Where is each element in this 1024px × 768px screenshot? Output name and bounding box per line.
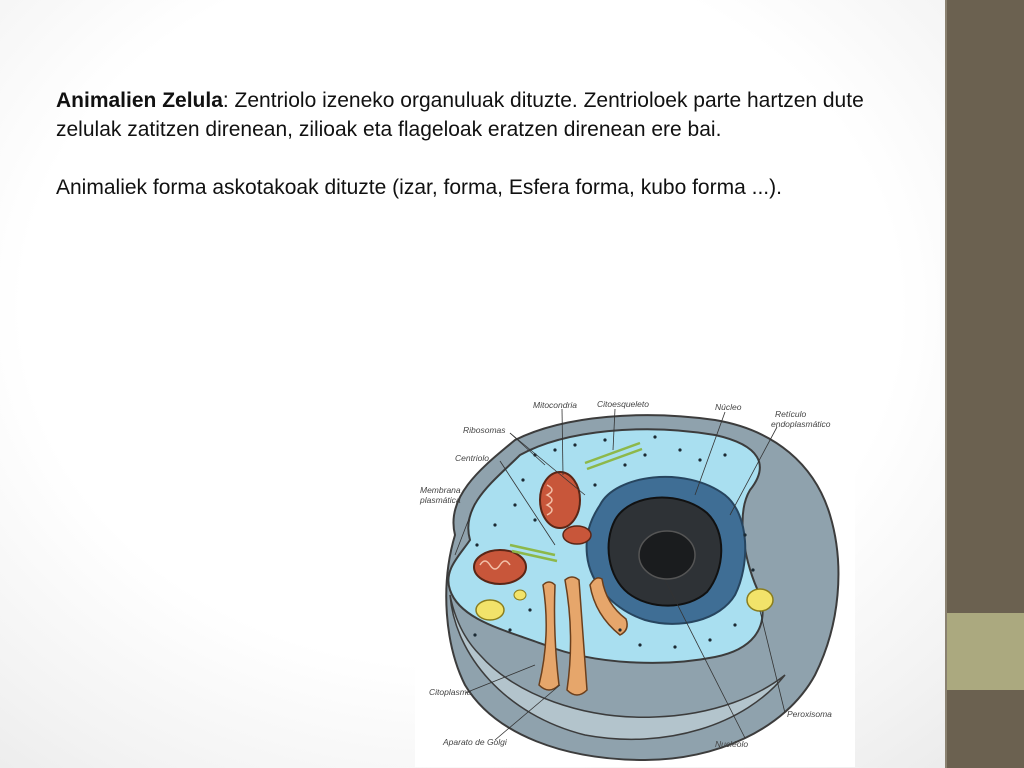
label-golgi: Aparato de Golgi	[443, 737, 507, 747]
term-animalien-zelula: Animalien Zelula	[56, 89, 223, 112]
label-peroxisoma: Peroxisoma	[787, 709, 832, 719]
label-membrana-1: Membrana	[420, 485, 461, 495]
mitochondrion-top	[540, 472, 580, 528]
small-organelle	[563, 526, 591, 544]
slide-body-text	[56, 86, 916, 202]
peroxisome-right	[747, 589, 773, 611]
label-reticulo-2: endoplasmático	[771, 419, 831, 429]
label-centriolo: Centriolo	[455, 453, 490, 463]
paragraph-2: Animaliek forma askotakoak dituzte (izar, forma, Esfera forma, kubo forma ...).	[56, 176, 782, 199]
paragraph-1	[56, 86, 916, 144]
nucleolus	[639, 531, 695, 579]
label-mitocondria: Mitocondria	[533, 400, 577, 410]
label-reticulo-1: Retículo	[775, 409, 807, 419]
slide-sidebar-accent	[947, 613, 1024, 690]
label-nucleo: Núcleo	[715, 402, 742, 412]
label-membrana-2: plasmática	[420, 495, 461, 505]
paragraph-1-text: : Zentriolo izeneko organuluak dituzte. Zentrioloek parte hartzen dute zelulak zatitzen direnean, zilioak eta flageloak eratzen direnean ere bai.	[56, 89, 864, 141]
mitochondrion-left	[474, 550, 526, 584]
peroxisome-left	[476, 600, 504, 620]
label-citoplasma: Citoplasma	[429, 687, 472, 697]
animal-cell-diagram	[415, 395, 855, 767]
label-nucleolo: Nucléolo	[715, 739, 749, 749]
label-ribosomas: Ribosomas	[463, 425, 506, 435]
label-citoesqueleto: Citoesqueleto	[597, 399, 649, 409]
vesicle	[514, 590, 526, 600]
